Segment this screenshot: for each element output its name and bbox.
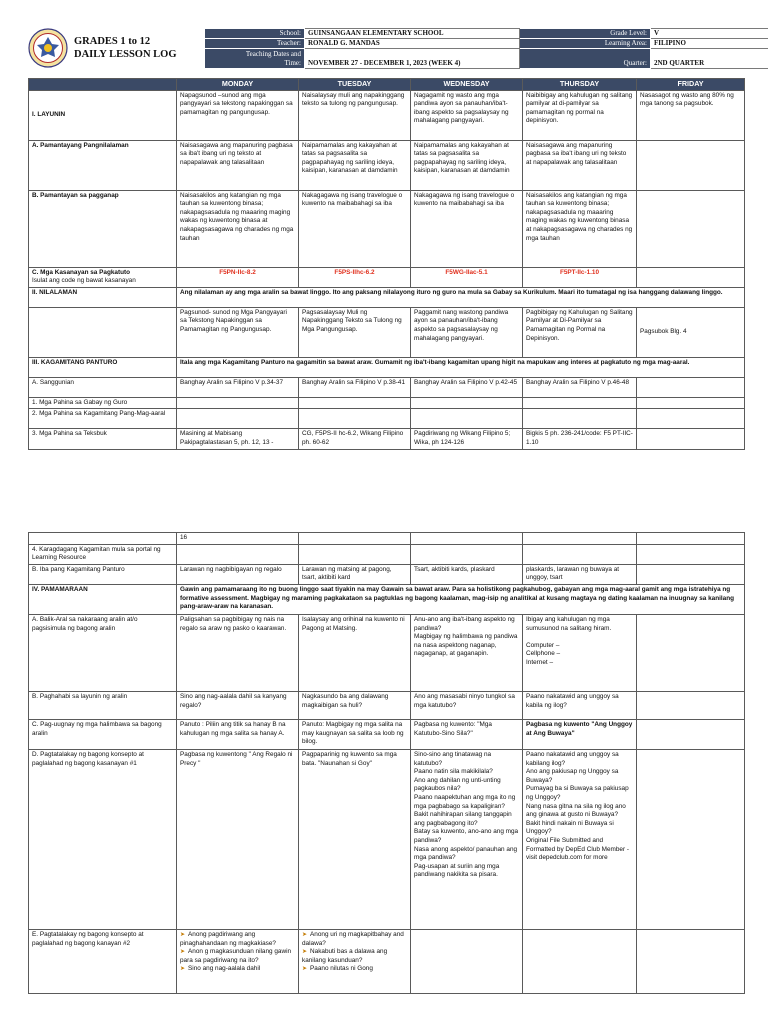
cell: Ibigay ang kahulugan ng mga sumusunod na salitang hiram. Computer – Cellphone – Internet – [523, 614, 637, 691]
cell: Pagpaparinig ng kuwento sa mga bata. "Naunahan si Goy" [299, 749, 411, 929]
cell [637, 564, 745, 584]
arrow-bullet-icon: ➤ [302, 949, 308, 956]
row-label: D. Pagtatalakay ng bagong konsepto at paglalahad ng bagong kasanayan #1 [29, 749, 177, 929]
cell: Paano nakatawid ang unggoy sa kabila ng ilog? [523, 691, 637, 719]
list-item: ➤ Anong uri ng magkapitbahay and dalawa? [302, 930, 404, 947]
row-paksa [29, 307, 745, 357]
cell: Naisasagawa ang mapanuring pagbasa sa iba't ibang uri ng teksto at napapalawak ang talasalitaan [177, 140, 299, 190]
cell [637, 429, 745, 449]
cell [637, 190, 745, 267]
cell: Paligsahan sa pagbibigay ng nais na regalo sa araw ng pasko o kaarawan. [177, 614, 299, 691]
cell: Panuto: Magbigay ng mga salita na may kaugnayan sa salita sa loob ng bilog. [299, 719, 411, 749]
row-teksbuk [29, 429, 745, 449]
cell [637, 377, 745, 397]
cell [637, 749, 745, 929]
cell: CG, F5PS-II hc-6.2, Wikang Filipino ph. 60-62 [299, 429, 411, 449]
cell: Ano ang masasabi ninyo tungkol sa mga katutubo? [411, 691, 523, 719]
row-gabay [29, 397, 745, 409]
arrow-bullet-icon: ➤ [180, 949, 186, 956]
section-note: Itala ang mga Kagamitang Panturo na gagamitin sa bawat araw. Gumamit ng iba't-ibang kagamitan upang higit na mapukaw ang interes at pagkatuto ng mga mag-aaral. [177, 357, 745, 377]
row-pagtalakay-1 [29, 749, 745, 929]
cell: Nagkasundo ba ang dalawang magkaibigan sa huli? [299, 691, 411, 719]
row-pag-uugnay [29, 719, 745, 749]
competency-code: F5PS-IIhc-6.2 [299, 267, 411, 287]
cell: Pagsubok Blg. 4 [637, 307, 745, 357]
row-label-sub: Isulat ang code ng bawat kasanayan [32, 277, 136, 285]
cell: Naipamamalas ang kakayahan at tatas sa pagsasalita sa pagpapahayag ng sariling ideya, kaisipan, karanasan at damdamin [411, 140, 523, 190]
cell: Tsart, aktibiti kards, plaskard [411, 564, 523, 584]
row-label [29, 267, 177, 287]
cell: Naisasakilos ang katangian ng mga tauhan sa kuwentong binasa; nakapagsasadula ng maaaring maging wakas ng kuwentong binasa at nakapagsasagawa ng charades ng mga tauhan [523, 190, 637, 267]
row-kasanayan [29, 267, 745, 287]
row-label: 4. Karagdagang Kagamitan mula sa portal ng Learning Resource [29, 544, 177, 564]
row-label: I. LAYUNIN [29, 90, 177, 140]
cell [637, 691, 745, 719]
cell: Isalaysay ang orihinal na kuwento ni Pagong at Matsing. [299, 614, 411, 691]
day-friday: FRIDAY [637, 79, 745, 91]
cell: Banghay Aralin sa Filipino V p.46-48 [523, 377, 637, 397]
cell: Pagdiriwang ng Wikang Filipino 5; Wika, ph 124-126 [411, 429, 523, 449]
grade-value: V [651, 29, 768, 39]
area-label: Learning Area: [520, 39, 651, 49]
cell: Pagbibigay ng Kahulugan ng Salitang Pamilyar at Di-Pamilyar sa Pamamagitan ng Pormal na Depinisyon. [523, 307, 637, 357]
row-pagganap [29, 190, 745, 267]
row-karagdagan [29, 544, 745, 564]
row-pangnilalaman [29, 140, 745, 190]
cell: Pagsasalaysay Muli ng Napakinggang Teksto sa Tulong ng Mga Pangungusap. [299, 307, 411, 357]
row-label: E. Pagtatalakay ng bagong konsepto at paglalahad ng bagong kanayan #2 [29, 929, 177, 993]
day-wednesday: WEDNESDAY [411, 79, 523, 91]
row-label [29, 307, 177, 357]
cell: Paggamit nang wastong pandiwa ayon sa panauhan/iba't-ibang aspekto sa pagsasalaysay ng mahalagang pangyayari. [411, 307, 523, 357]
row-label: 3. Mga Pahina sa Teksbuk [29, 429, 177, 449]
section-note: Ang nilalaman ay ang mga aralin sa bawat linggo. Ito ang paksang nilalayong ituro ng guro na mula sa Gabay sa Kurikulum. Maari ito tumatagal ng isa hanggang dalawang linggo. [177, 287, 745, 307]
row-label: A. Balik-Aral sa nakaraang aralin at/o pagsisimula ng bagong aralin [29, 614, 177, 691]
cell: 16 [177, 533, 299, 545]
row-sanggunian [29, 377, 745, 397]
grade-label: Grade Level: [520, 29, 651, 39]
cell [637, 267, 745, 287]
cell: Masining at Mabisang Pakipagtalastasan 5, ph. 12, 13 - [177, 429, 299, 449]
cell [637, 140, 745, 190]
arrow-bullet-icon: ➤ [302, 966, 308, 973]
cell: Banghay Aralin sa Filipino V p.34-37 [177, 377, 299, 397]
cell: Sino-sino ang tinatawag na katutubo? Paano natin sila makikilala? Ano ang dahilan ng unti-unting pagkaubos nila? Paano naapektuhan ang mga ito ng mga pagbabago sa kapaligiran? Bakit nahihirapan silang tanggapin ang pagbabagong ito? Batay sa kuwento, ano-ano ang mga pandiwa? Nasa anong aspekto/ panauhan ang mga pandiwa? Pag-usapan at suriin ang mga pandiwang nakikita sa pisara. [411, 749, 523, 929]
row-teksbuk-continued [29, 533, 745, 545]
cell: Nakagagawa ng isang travelogue o kuwento na maibabahagi sa iba [299, 190, 411, 267]
document-header [28, 28, 744, 74]
cell [177, 929, 299, 993]
cell: Paano nakatawid ang unggoy sa kabilang ilog? Ano ang pakiusap ng Unggoy sa Buwaya? Pumayag ba si Buwaya sa pakiusap ng Unggoy? Nang nasa gitna na sila ng ilog ano ang ginawa at gusto ni Buwaya? Bakit hindi nakain ni Buwaya si Unggoy? Original File Submitted and Formatted by DepEd Club Member - visit depedclub.com for more [523, 749, 637, 929]
cell [637, 719, 745, 749]
school-label: School: [205, 29, 305, 39]
cell: Banghay Aralin sa Filipino V p.42-45 [411, 377, 523, 397]
cell: Larawan ng nagbibigayan ng regalo [177, 564, 299, 584]
cell: Pagbasa ng kuwento "Ang Unggoy at Ang Buwaya" [523, 719, 637, 749]
row-label: A. Sanggunian [29, 377, 177, 397]
list-item: ➤ Anon g magkasunduan nilang gawin para sa pagdiriwang na ito? [180, 948, 292, 964]
cell: plaskards, larawan ng buwaya at unggoy, tsart [523, 564, 637, 584]
cell: Nagagamit ng wasto ang mga pandiwa ayon sa panauhan/iba't-ibang aspekto sa pagsalaysay ng mahalagang pangyayari. [411, 90, 523, 140]
row-label: B. Pamantayan sa pagganap [29, 190, 177, 267]
teacher-label: Teacher: [205, 39, 305, 49]
day-thursday: THURSDAY [523, 79, 637, 91]
quarter-value: 2ND QUARTER [651, 49, 768, 69]
row-kagamitan [29, 357, 745, 377]
cell: Naibibigay ang kahulugan ng salitang pamilyar at di-pamilyar sa pamamagitan ng pormal na depinisyon. [523, 90, 637, 140]
row-layunin [29, 90, 745, 140]
dates-label [205, 49, 305, 69]
row-layunin-aralin [29, 691, 745, 719]
competency-code: F5PN-IIc-8.2 [177, 267, 299, 287]
cell: Naisasagawa ang mapanuring pagbasa sa iba't ibang uri ng teksto at napapalawak ang talasalitaan [523, 140, 637, 190]
competency-code: F5PT-IIc-1.10 [523, 267, 637, 287]
lesson-info-table [204, 28, 768, 69]
dates-label-2: Time: [284, 59, 301, 67]
cell: Pagbasa ng kuwento: "Mga Katutubo-Sino Sila?" [411, 719, 523, 749]
list-item: ➤ Anong pagdiriwang ang pinaghahandaan ng magkakiase? [180, 930, 276, 947]
cell: Pagbasa ng kuwentong " Ang Regalo ni Precy " [177, 749, 299, 929]
cell: Napagsunod –sunod ang mga pangyayari sa tekstong napakinggan sa pamamagitan ng pangungusap. [177, 90, 299, 140]
title-line-2: DAILY LESSON LOG [74, 49, 177, 60]
area-value: FILIPINO [651, 39, 768, 49]
row-label: III. KAGAMITANG PANTURO [29, 357, 177, 377]
deped-seal-icon [28, 28, 68, 68]
cell: Banghay Aralin sa Filipino V p.38-41 [299, 377, 411, 397]
cell: Nakagagawa ng isang travelogue o kuwento na maibabahagi sa iba [411, 190, 523, 267]
school-value: GUINSANGAAN ELEMENTARY SCHOOL [305, 29, 520, 39]
row-label: B. Iba pang Kagamitang Panturo [29, 564, 177, 584]
row-pamamaraan [29, 584, 745, 614]
row-pagtalakay-2 [29, 929, 745, 993]
arrow-bullet-icon: ➤ [180, 931, 186, 938]
list-item: ➤ Sino ang nag-aalala dahil [180, 965, 261, 973]
list-item: ➤ Nakabuti bas a dalawa ang kanilang kasunduan? [302, 948, 388, 964]
cell: Larawan ng matsing at pagong, tsart, aktibiti kard [299, 564, 411, 584]
title-line-1: GRADES 1 to 12 [74, 36, 151, 47]
arrow-bullet-icon: ➤ [180, 966, 186, 973]
row-label: B. Paghahabi sa layunin ng aralin [29, 691, 177, 719]
cell [299, 929, 411, 993]
row-label: II. NILALAMAN [29, 287, 177, 307]
cell: Naisasakilos ang katangian ng mga tauhan sa kuwentong binasa; nakapagsasadula ng maaaring maging wakas ng kuwentong binasa at nakapagsasagawa ng charades ng mga tauhan [177, 190, 299, 267]
row-nilalaman [29, 287, 745, 307]
row-iba-pang [29, 564, 745, 584]
row-label: 1. Mga Pahina sa Gabay ng Guro [29, 397, 177, 409]
cell: Anu-ano ang iba't-ibang aspekto ng pandiwa? Magbigay ng halimbawa ng pandiwa na nasa aspektong naganap, nagaganap, at gaganapin. [411, 614, 523, 691]
lesson-log-table-page-1 [28, 78, 745, 450]
cell [637, 614, 745, 691]
lesson-log-table-page-2 [28, 532, 745, 994]
row-label: C. Pag-uugnay ng mga halimbawa sa bagong aralin [29, 719, 177, 749]
day-header-row [29, 79, 745, 91]
teacher-value: RONALD G. MANDAS [305, 39, 520, 49]
document-title [74, 35, 177, 61]
section-note: Gawin ang pamamaraang ito ng buong linggo saat tiyakin na may Gawain sa bawat araw. Para sa holistikong pagkahubog, gabayan ang mga mag-aaral gamit ang mga istratehiya ng formative assessment. Magbigay ng maraming pagkakataon sa pagtuklas ng bagong kaalaman, mag-isip ng analitikal at kusang magtaya ng dating kaalaman na inuugnay sa kanilang pang-araw-araw na karanasan. [177, 584, 745, 614]
list-item: ➤ Paano nilutas ni Gong [302, 965, 373, 973]
row-label-title: C. Mga Kasanayan sa Pagkatuto [32, 268, 131, 276]
cell: Panuto : Piliin ang titik sa hanay B na kahulugan ng mga salita sa hanay A. [177, 719, 299, 749]
dates-label-1: Teaching Dates and [245, 50, 301, 58]
dates-value: NOVEMBER 27 - DECEMBER 1, 2023 (WEEK 4) [305, 49, 520, 69]
cell: Naisalaysay muli ang napakinggang teksto sa tulong ng pangungusap. [299, 90, 411, 140]
cell: Bigkis 5 ph. 236-241/code: F5 PT-IIC-1.10 [523, 429, 637, 449]
row-kagamitang-aaral [29, 409, 745, 429]
day-tuesday: TUESDAY [299, 79, 411, 91]
row-label: 2. Mga Pahina sa Kagamitang Pang-Mag-aaral [29, 409, 177, 429]
row-balik-aral [29, 614, 745, 691]
quarter-label: Quarter: [520, 49, 651, 69]
competency-code: F5WG-IIac-5.1 [411, 267, 523, 287]
row-label: IV. PAMAMARAAN [29, 584, 177, 614]
cell: Naipamamalas ang kakayahan at tatas sa pagsasalita sa pagpapahayag ng sariling ideya, kaisipan, karanasan at damdamin [299, 140, 411, 190]
cell: Pagsunod- sunod ng Mga Pangyayari sa Tekstong Napakinggan sa Pamamagitan ng Pangungusap. [177, 307, 299, 357]
row-label: A. Pamantayang Pangnilalaman [29, 140, 177, 190]
arrow-bullet-icon: ➤ [302, 931, 308, 938]
day-monday: MONDAY [177, 79, 299, 91]
cell: Nasasagot ng wasto ang 80% ng mga tanong sa pagsubok. [637, 90, 745, 140]
cell: Sino ang nag-aalala dahil sa kanyang regalo? [177, 691, 299, 719]
